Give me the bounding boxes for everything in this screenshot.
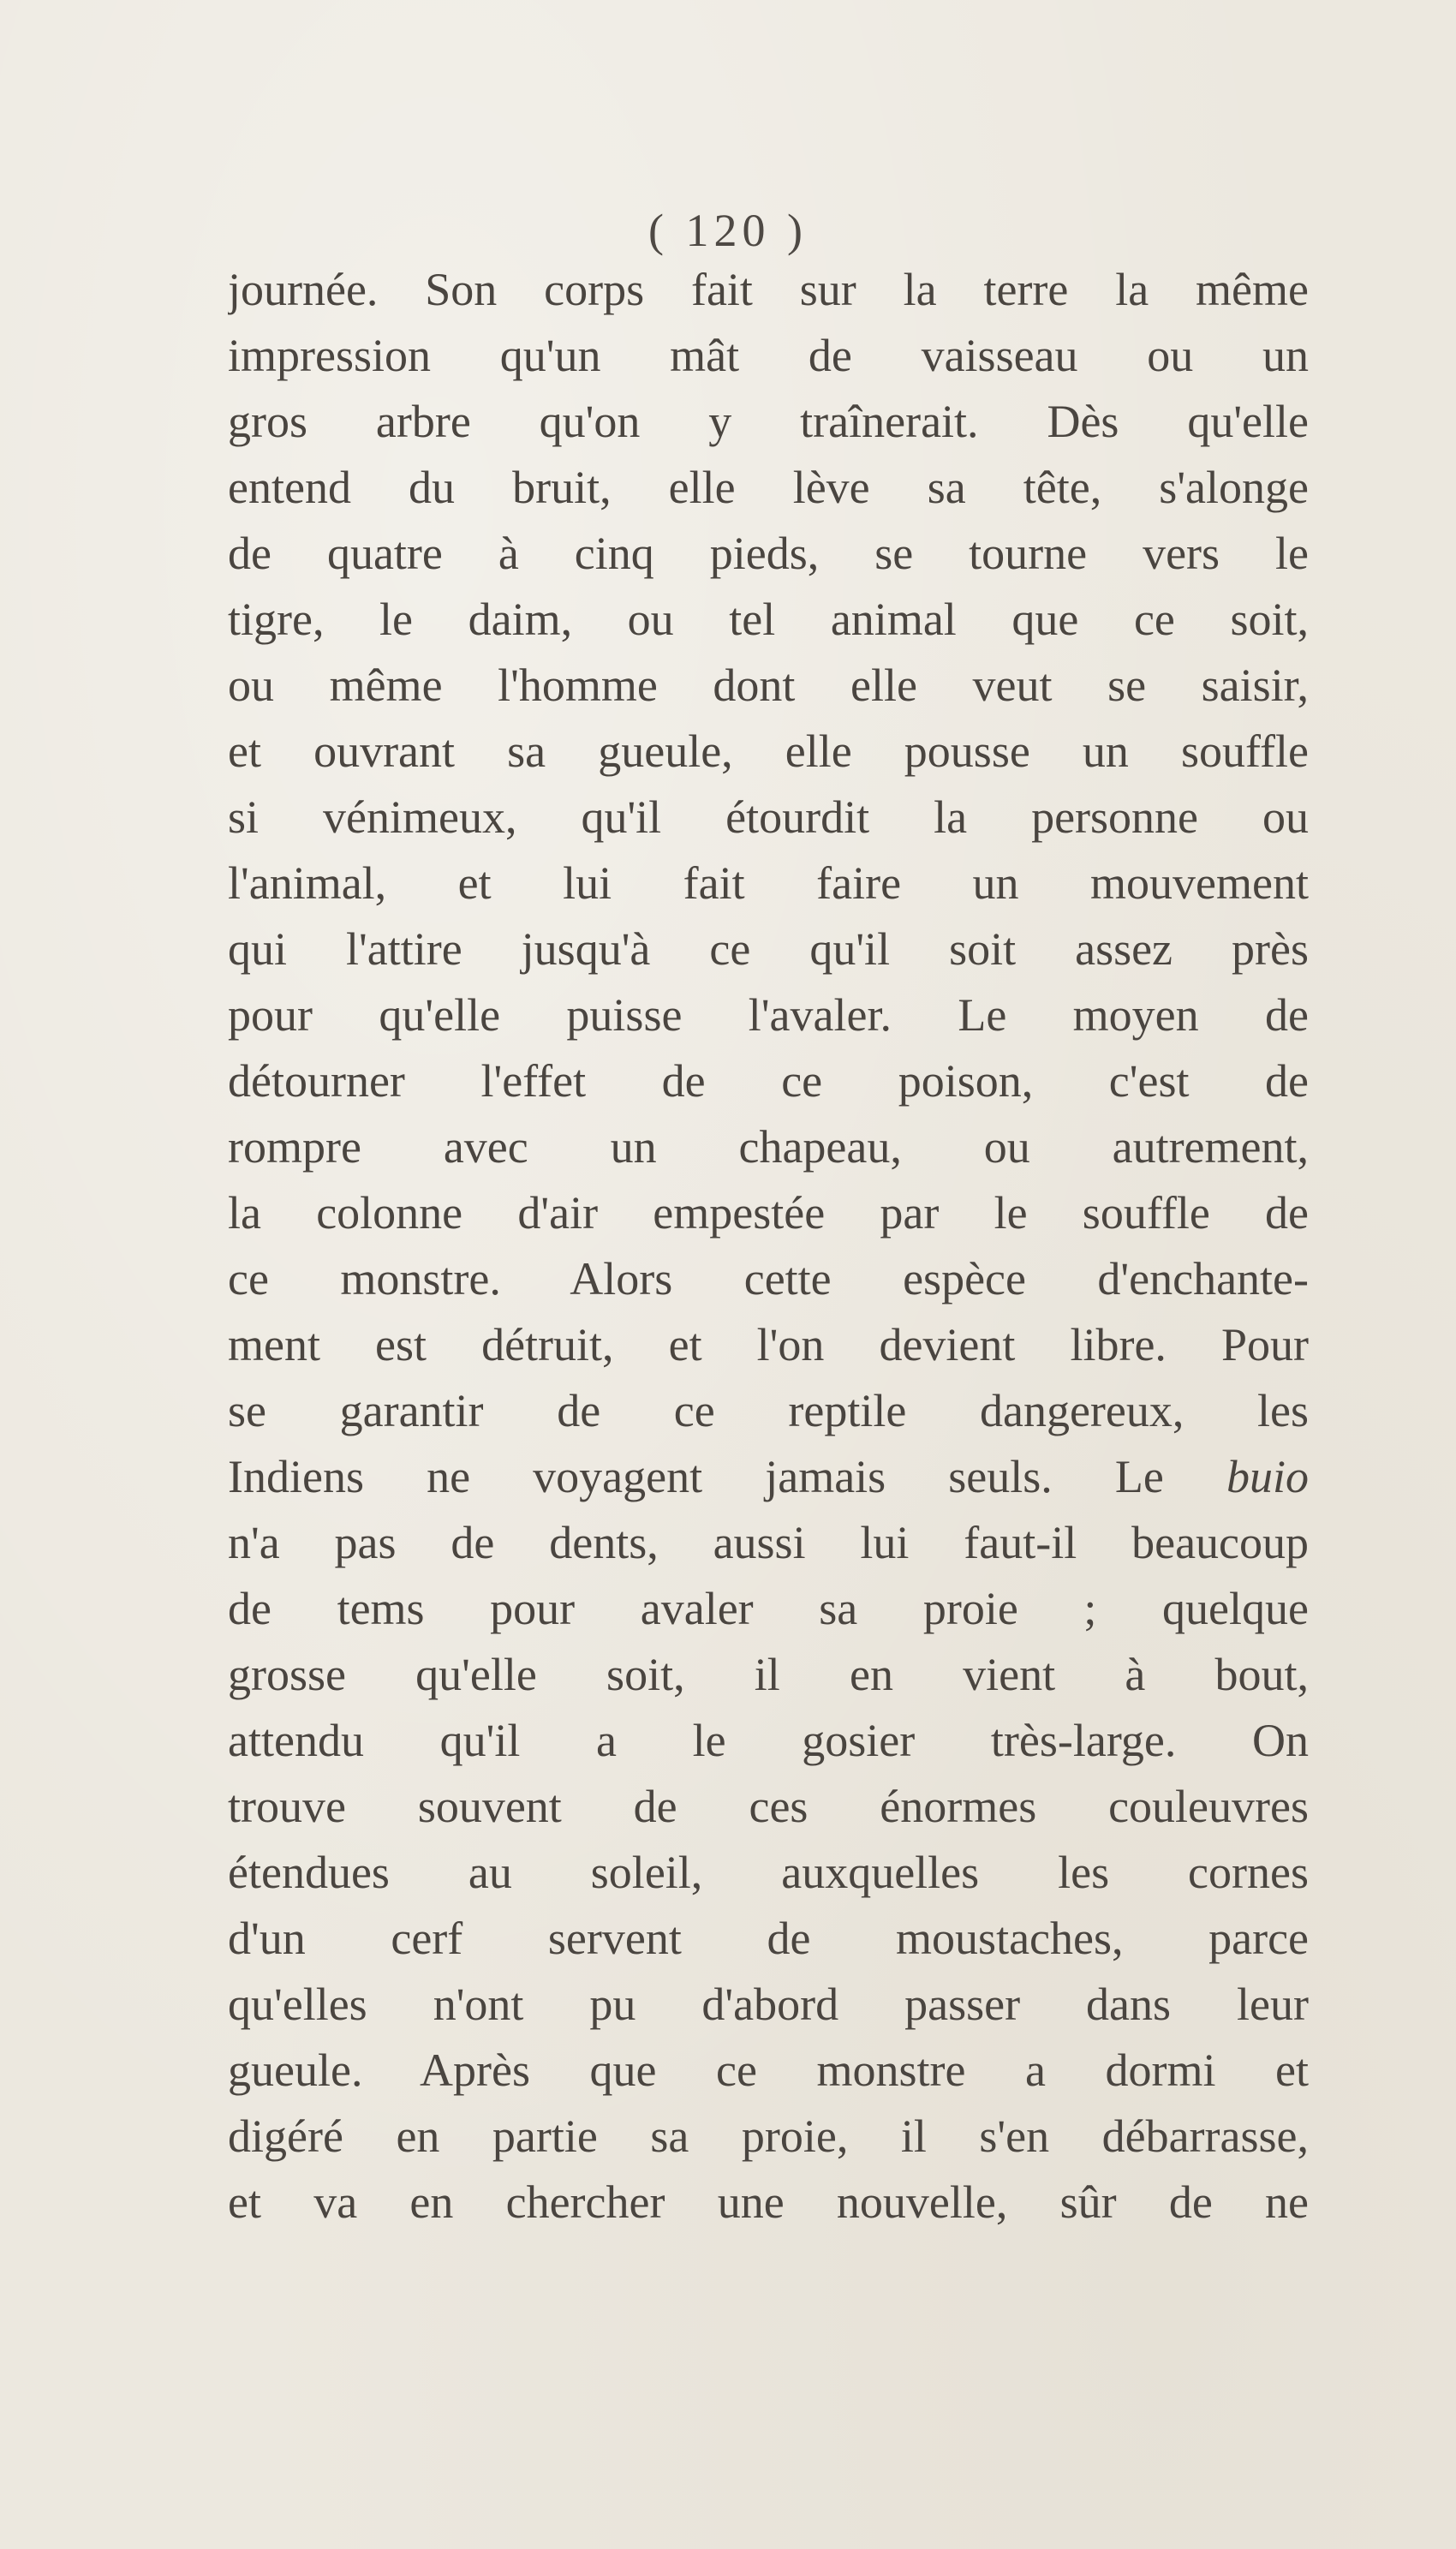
text-segment: Indiens ne voyagent jamais seuls. Le — [228, 1451, 1226, 1502]
text-line: si vénimeux, qu'il étourdit la personne ou — [228, 791, 1309, 843]
text-line: n'a pas de dents, aussi lui faut-il beaucoup — [228, 1517, 1309, 1568]
text-line: ce monstre. Alors cette espèce d'enchante- — [228, 1253, 1309, 1304]
text-line: rompre avec un chapeau, ou autrement, — [228, 1121, 1309, 1173]
text-line: gueule. Après que ce monstre a dormi et — [228, 2045, 1309, 2096]
text-line: digéré en partie sa proie, il s'en débarrasse, — [228, 2110, 1309, 2162]
text-line: entend du bruit, elle lève sa tête, s'alonge — [228, 462, 1309, 513]
italic-word: buio — [1226, 1451, 1309, 1502]
text-line: qu'elles n'ont pu d'abord passer dans leur — [228, 1979, 1309, 2030]
text-line: qui l'attire jusqu'à ce qu'il soit assez près — [228, 923, 1309, 975]
text-line: se garantir de ce reptile dangereux, les — [228, 1385, 1309, 1436]
text-line: journée. Son corps fait sur la terre la même — [228, 264, 1309, 315]
text-line: de quatre à cinq pieds, se tourne vers le — [228, 528, 1309, 579]
text-line: grosse qu'elle soit, il en vient à bout, — [228, 1649, 1309, 1700]
text-line: et va en chercher une nouvelle, sûr de ne — [228, 2176, 1309, 2228]
text-line: impression qu'un mât de vaisseau ou un — [228, 330, 1309, 381]
body-text — [228, 257, 1309, 2236]
text-line: ou même l'homme dont elle veut se saisir, — [228, 660, 1309, 711]
text-line-with-italic — [228, 1444, 1309, 1510]
text-line: et ouvrant sa gueule, elle pousse un souffle — [228, 725, 1309, 777]
text-line: de tems pour avaler sa proie ; quelque — [228, 1583, 1309, 1634]
text-line: détourner l'effet de ce poison, c'est de — [228, 1055, 1309, 1107]
text-line: d'un cerf servent de moustaches, parce — [228, 1913, 1309, 1964]
page-number: ( 120 ) — [648, 205, 808, 256]
text-line: la colonne d'air empestée par le souffle de — [228, 1187, 1309, 1239]
text-line: ment est détruit, et l'on devient libre. Pour — [228, 1319, 1309, 1370]
text-line: gros arbre qu'on y traînerait. Dès qu'elle — [228, 396, 1309, 447]
text-line: étendues au soleil, auxquelles les cornes — [228, 1847, 1309, 1898]
text-line: pour qu'elle puisse l'avaler. Le moyen de — [228, 989, 1309, 1041]
text-line: tigre, le daim, ou tel animal que ce soit, — [228, 594, 1309, 645]
text-line: attendu qu'il a le gosier très-large. On — [228, 1715, 1309, 1766]
text-line: l'animal, et lui fait faire un mouvement — [228, 857, 1309, 909]
text-line: trouve souvent de ces énormes couleuvres — [228, 1781, 1309, 1832]
